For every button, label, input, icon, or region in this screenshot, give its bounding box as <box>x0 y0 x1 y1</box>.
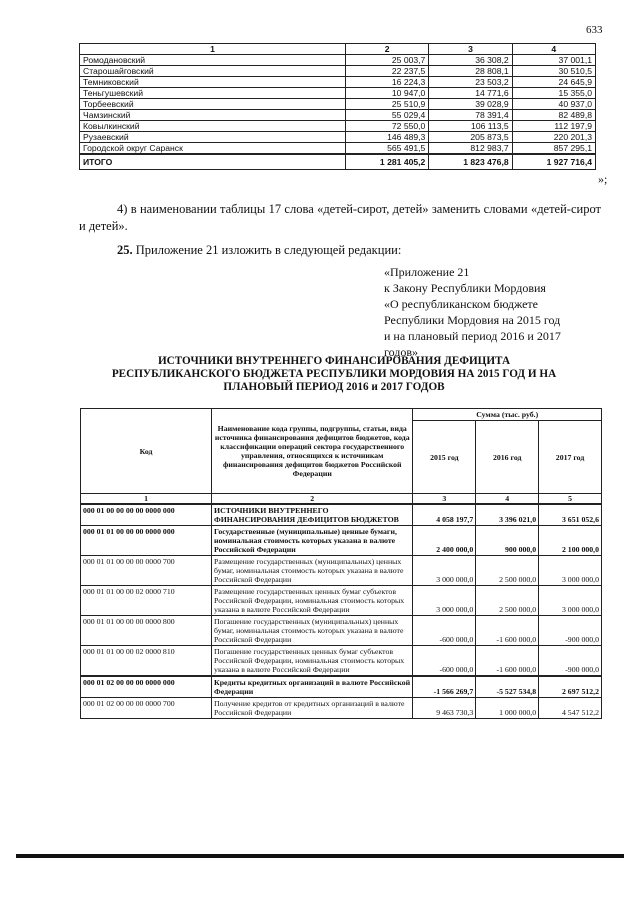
financing-sources-table <box>80 408 602 719</box>
annex-line: к Закону Республики Мордовия <box>384 281 546 295</box>
column-number: 2 <box>212 494 413 505</box>
table-row <box>81 616 602 646</box>
value-2015-cell: 3 000 000,0 <box>413 556 476 586</box>
district-name: Ковылкинский <box>80 121 346 132</box>
name-cell: Размещение государственных (муниципальных) ценных бумаг, номинальная стоимость которых указана в валюте Российской Федерации <box>212 556 413 586</box>
table-row <box>81 586 602 616</box>
column-number: 3 <box>413 494 476 505</box>
column-number: 1 <box>81 494 212 505</box>
value-cell: 36 308,2 <box>429 55 512 66</box>
table-row <box>80 132 596 143</box>
value-2017-cell: 2 697 512,2 <box>539 676 602 698</box>
value-cell: 39 028,9 <box>429 99 512 110</box>
value-2016-cell: 900 000,0 <box>476 526 539 556</box>
closing-quote: »; <box>598 172 608 186</box>
value-2016-cell: 1 000 000,0 <box>476 698 539 719</box>
value-cell: 72 550,0 <box>346 121 429 132</box>
column-number-row <box>81 494 602 505</box>
code-cell: 000 01 02 00 00 00 0000 000 <box>81 676 212 698</box>
table-row <box>81 504 602 526</box>
value-2017-cell: 4 547 512,2 <box>539 698 602 719</box>
value-2017-cell: -900 000,0 <box>539 646 602 677</box>
code-header: Код <box>81 409 212 494</box>
table-row <box>81 526 602 556</box>
value-cell: 15 355,0 <box>512 88 595 99</box>
document-title <box>64 355 604 394</box>
bottom-rule <box>16 854 624 858</box>
district-name: Ромодановский <box>80 55 346 66</box>
value-2015-cell: 9 463 730,3 <box>413 698 476 719</box>
header-cell: 1 <box>80 44 346 55</box>
name-cell: Получение кредитов от кредитных организаций в валюте Российской Федерации <box>212 698 413 719</box>
table-row <box>81 676 602 698</box>
municipal-table <box>79 43 596 170</box>
value-2015-cell: 3 000 000,0 <box>413 586 476 616</box>
value-cell: 24 645,9 <box>512 77 595 88</box>
name-header: Наименование кода группы, подгруппы, статьи, вида источника финансирования дефицитов бюджетов, кода классификации операций сектора государственного управления, относящихся к источникам финансирования дефицитов бюджетов Российской Федерации <box>212 409 413 494</box>
page-number: 633 <box>586 24 603 36</box>
financing-table-body <box>81 504 602 719</box>
municipal-table-body <box>80 55 596 170</box>
value-2016-cell: -5 527 534,8 <box>476 676 539 698</box>
municipal-table-header <box>80 44 596 55</box>
table-row <box>80 66 596 77</box>
value-2016-cell: -1 600 000,0 <box>476 646 539 677</box>
annex-line: и на плановый период 2016 и 2017 <box>384 329 561 343</box>
code-cell: 000 01 01 00 00 02 0000 810 <box>81 646 212 677</box>
value-cell: 106 113,5 <box>429 121 512 132</box>
annex-line: годов» <box>384 345 419 359</box>
value-cell: 857 295,1 <box>512 143 595 155</box>
column-number: 4 <box>476 494 539 505</box>
value-2017-cell: 2 100 000,0 <box>539 526 602 556</box>
value-cell: 25 510,9 <box>346 99 429 110</box>
value-2017-cell: 3 651 052,6 <box>539 504 602 526</box>
value-2015-cell: -600 000,0 <box>413 616 476 646</box>
value-2016-cell: -1 600 000,0 <box>476 616 539 646</box>
value-cell: 220 201,3 <box>512 132 595 143</box>
code-cell: 000 01 01 00 00 00 0000 800 <box>81 616 212 646</box>
year-2015-header: 2015 год <box>413 421 476 494</box>
amendment-paragraph-25 <box>117 242 601 259</box>
table-row <box>81 556 602 586</box>
value-cell: 16 224,3 <box>346 77 429 88</box>
district-name: Торбеевский <box>80 99 346 110</box>
column-number: 5 <box>539 494 602 505</box>
district-name: Городской округ Саранск <box>80 143 346 155</box>
name-cell: Кредиты кредитных организаций в валюте Российской Федерации <box>212 676 413 698</box>
value-cell: 146 489,3 <box>346 132 429 143</box>
table-row <box>81 698 602 719</box>
value-2016-cell: 2 500 000,0 <box>476 556 539 586</box>
table-row <box>80 121 596 132</box>
value-cell: 37 001,1 <box>512 55 595 66</box>
value-cell: 28 808,1 <box>429 66 512 77</box>
annex-heading <box>384 264 604 360</box>
value-cell: 1 927 716,4 <box>512 154 595 170</box>
name-cell: ИСТОЧНИКИ ВНУТРЕННЕГО ФИНАНСИРОВАНИЯ ДЕФИЦИТОВ БЮДЖЕТОВ <box>212 504 413 526</box>
value-2017-cell: -900 000,0 <box>539 616 602 646</box>
table-row <box>80 77 596 88</box>
name-cell: Размещение государственных ценных бумаг субъектов Российской Федерации, номинальная стоимость которых указана в валюте Российской Федерации <box>212 586 413 616</box>
code-cell: 000 01 02 00 00 00 0000 700 <box>81 698 212 719</box>
name-cell: Погашение государственных (муниципальных) ценных бумаг, номинальная стоимость которых указана в валюте Российской Федерации <box>212 616 413 646</box>
name-cell: Погашение государственных ценных бумаг субъектов Российской Федерации, номинальная стоимость которых указана в валюте Российской Федерации <box>212 646 413 677</box>
value-cell: 1 823 476,8 <box>429 154 512 170</box>
table-row <box>80 143 596 155</box>
table-row <box>80 110 596 121</box>
district-name: Теньгушевский <box>80 88 346 99</box>
value-2016-cell: 2 500 000,0 <box>476 586 539 616</box>
code-cell: 000 01 01 00 00 00 0000 700 <box>81 556 212 586</box>
value-2017-cell: 3 000 000,0 <box>539 556 602 586</box>
header-cell: 3 <box>429 44 512 55</box>
value-cell: 1 281 405,2 <box>346 154 429 170</box>
code-cell: 000 01 01 00 00 02 0000 710 <box>81 586 212 616</box>
table-row <box>80 99 596 110</box>
district-name: Старошайговский <box>80 66 346 77</box>
value-cell: 10 947,0 <box>346 88 429 99</box>
sum-header: Сумма (тыс. руб.) <box>413 409 602 421</box>
annex-line: «Приложение 21 <box>384 265 470 279</box>
code-cell: 000 01 00 00 00 00 0000 000 <box>81 504 212 526</box>
header-cell: 4 <box>512 44 595 55</box>
name-cell: Государственные (муниципальные) ценные бумаги, номинальная стоимость которых указана в валюте Российской Федерации <box>212 526 413 556</box>
value-cell: 112 197,9 <box>512 121 595 132</box>
table-row <box>80 88 596 99</box>
value-cell: 78 391,4 <box>429 110 512 121</box>
value-cell: 14 771,6 <box>429 88 512 99</box>
value-2016-cell: 3 396 021,0 <box>476 504 539 526</box>
year-2017-header: 2017 год <box>539 421 602 494</box>
paragraph-text: Приложение 21 изложить в следующей редакции: <box>132 243 402 257</box>
value-cell: 40 937,0 <box>512 99 595 110</box>
amendment-paragraph-4: 4) в наименовании таблицы 17 слова «детей-сирот, детей» заменить словами «детей-сирот и детей». <box>79 202 601 233</box>
value-cell: 82 489,8 <box>512 110 595 121</box>
district-name: Рузаевский <box>80 132 346 143</box>
table-row <box>80 55 596 66</box>
value-cell: 30 510,5 <box>512 66 595 77</box>
year-2016-header: 2016 год <box>476 421 539 494</box>
value-2015-cell: 2 400 000,0 <box>413 526 476 556</box>
annex-line: «О республиканском бюджете <box>384 297 539 311</box>
value-cell: 55 029,4 <box>346 110 429 121</box>
value-cell: 565 491,5 <box>346 143 429 155</box>
value-cell: 812 983,7 <box>429 143 512 155</box>
district-name: ИТОГО <box>80 154 346 170</box>
header-cell: 2 <box>346 44 429 55</box>
code-cell: 000 01 01 00 00 00 0000 000 <box>81 526 212 556</box>
total-row <box>80 154 596 170</box>
value-cell: 22 237,5 <box>346 66 429 77</box>
district-name: Чамзинский <box>80 110 346 121</box>
title-line: ИСТОЧНИКИ ВНУТРЕННЕГО ФИНАНСИРОВАНИЯ ДЕФИЦИТА <box>157 355 511 367</box>
value-2015-cell: -1 566 269,7 <box>413 676 476 698</box>
title-line: РЕСПУБЛИКАНСКОГО БЮДЖЕТА РЕСПУБЛИКИ МОРДОВИЯ НА 2015 ГОД И НА <box>111 368 557 380</box>
financing-table-header <box>81 409 602 421</box>
value-2015-cell: -600 000,0 <box>413 646 476 677</box>
value-cell: 23 503,2 <box>429 77 512 88</box>
table-row <box>81 646 602 677</box>
annex-line: Республики Мордовия на 2015 год <box>384 313 561 327</box>
value-cell: 205 873,5 <box>429 132 512 143</box>
paragraph-number: 25. <box>117 243 133 257</box>
district-name: Темниковский <box>80 77 346 88</box>
value-cell: 25 003,7 <box>346 55 429 66</box>
value-2017-cell: 3 000 000,0 <box>539 586 602 616</box>
value-2015-cell: 4 058 197,7 <box>413 504 476 526</box>
title-line: ПЛАНОВЫЙ ПЕРИОД 2016 и 2017 ГОДОВ <box>223 381 445 393</box>
